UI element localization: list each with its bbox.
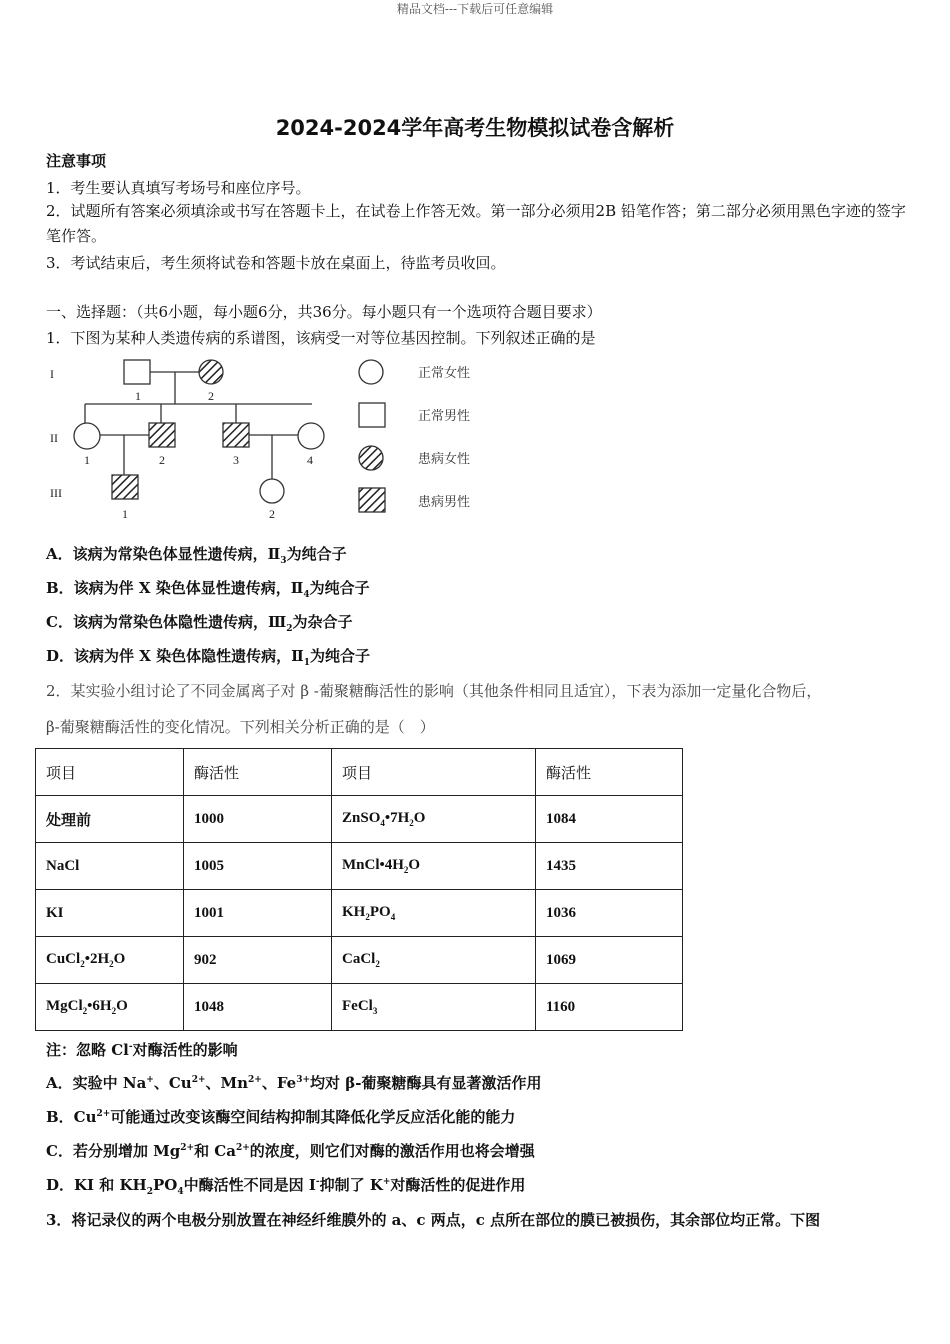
notice-item-1: 1．考生要认真填写考场号和座位序号。: [46, 179, 311, 197]
q2-option-d: D．KI 和 $KH_2PO_4$中酶活性不同是因 I-抑制了 K+对酶活性的促进作用: [46, 1176, 526, 1197]
notice-heading: 注意事项: [46, 152, 107, 170]
notice-item-3: 3．考试结束后，考生须将试卷和答题卡放在桌面上，待监考员收回。: [46, 254, 506, 272]
table-header-cell: 酶活性: [184, 749, 332, 796]
table-cell: 1160: [536, 984, 683, 1031]
legend-affected-female: 患病女性: [418, 452, 471, 467]
gen-label-i: I: [50, 367, 54, 381]
pedigree-iii1-male: [112, 475, 138, 499]
pedigree-i2-female: [199, 360, 223, 384]
question-2-stem-line1: 2．某实验小组讨论了不同金属离子对 β -葡聚糖酶活性的影响（其他条件相同且适宜），下表为添加一定量化合物后，: [46, 682, 822, 700]
label-ii3: 3: [233, 453, 239, 467]
legend-normal-female-symbol: [359, 360, 383, 384]
table-row: [36, 843, 683, 890]
question-3-stem: 3．将记录仪的两个电极分别放置在神经纤维膜外的 a、c 两点，c 点所在部位的膜已被损伤，其余部位均正常。下图: [46, 1211, 821, 1229]
table-header-cell: 酶活性: [536, 749, 683, 796]
table-cell: FeCl$_3$: [332, 984, 536, 1031]
pedigree-ii2-male: [149, 423, 175, 447]
q2-note: 注：忽略 Cl-对酶活性的影响: [46, 1041, 238, 1059]
legend-normal-male: 正常男性: [418, 409, 471, 424]
q2-option-a: A．实验中 Na+、$Cu^{2+}$、$Mn^{2+}$、$Fe^{3+}$均对 β-葡聚糖酶具有显著激活作用: [46, 1074, 542, 1092]
table-row: [36, 984, 683, 1031]
table-cell: $KH_2PO_4$: [332, 890, 536, 937]
table-header-cell: 项目: [332, 749, 536, 796]
q1-option-b: B．该病为伴 X 染色体显性遗传病，$Ⅱ_4$为纯合子: [46, 579, 370, 600]
legend-normal-male-symbol: [359, 403, 385, 427]
table-header-cell: 项目: [36, 749, 184, 796]
table-cell: $MgCl_2•6H_2O$: [36, 984, 184, 1031]
question-2-stem-line2: β-葡聚糖酶活性的变化情况。下列相关分析正确的是（ ）: [46, 718, 435, 736]
label-ii4: 4: [307, 453, 313, 467]
pedigree-ii4-female: [298, 423, 324, 449]
table-cell: 1005: [184, 843, 332, 890]
table-cell: $MnCl•4H_2O$: [332, 843, 536, 890]
gen-label-ii: II: [50, 431, 58, 445]
q1-option-c: C．该病为常染色体隐性遗传病，$Ⅲ_2$为杂合子: [46, 613, 353, 634]
pedigree-ii3-male: [223, 423, 249, 447]
gen-label-iii: III: [50, 486, 62, 500]
question-1-stem: 1．下图为某种人类遗传病的系谱图，该病受一对等位基因控制。下列叙述正确的是: [46, 329, 596, 347]
q1-option-d: D．该病为伴 X 染色体隐性遗传病，$Ⅱ_1$为纯合子: [46, 647, 371, 668]
table-header-row: [36, 749, 683, 796]
table-row: [36, 890, 683, 937]
label-ii1: 1: [84, 453, 90, 467]
table-row: [36, 937, 683, 984]
table-cell: 1000: [184, 796, 332, 843]
table-cell: $ZnSO_4•7H_2O$: [332, 796, 536, 843]
notice-item-2: 2．试题所有答案必须填涂或书写在答题卡上，在试卷上作答无效。第一部分必须用2B 铅笔作答；第二部分必须用黑色字迹的签字笔作答。: [46, 202, 906, 245]
label-iii1: 1: [122, 507, 128, 521]
table-cell: 1435: [536, 843, 683, 890]
table-cell: 1048: [184, 984, 332, 1031]
table-cell: $CuCl_2•2H_2O$: [36, 937, 184, 984]
pedigree-iii2-female: [260, 479, 284, 503]
pedigree-i1-male: [124, 360, 150, 384]
table-cell: 1001: [184, 890, 332, 937]
table-cell: 1069: [536, 937, 683, 984]
page-title: 2024-2024学年高考生物模拟试卷含解析: [275, 116, 675, 140]
label-i1: 1: [135, 389, 141, 403]
table-cell: 902: [184, 937, 332, 984]
legend-affected-male: 患病男性: [418, 495, 471, 510]
legend-normal-female: 正常女性: [418, 366, 471, 381]
legend-affected-female-symbol: [359, 446, 383, 470]
enzyme-activity-table: [35, 748, 683, 1031]
q2-option-b: B．$Cu^{2+}$可能通过改变该酶空间结构抑制其降低化学反应活化能的能力: [46, 1108, 516, 1126]
label-iii2: 2: [269, 507, 275, 521]
legend-affected-male-symbol: [359, 488, 385, 512]
table-cell: CaCl$_2$: [332, 937, 536, 984]
section-heading: 一、选择题：（共6小题，每小题6分，共36分。每小题只有一个选项符合题目要求）: [46, 303, 602, 321]
q1-option-a: A．该病为常染色体显性遗传病，$Ⅱ_3$为纯合子: [46, 545, 347, 566]
table-row: [36, 796, 683, 843]
pedigree-ii1-female: [74, 423, 100, 449]
table-cell: NaCl: [36, 843, 184, 890]
table-cell: KI: [36, 890, 184, 937]
label-i2: 2: [208, 389, 214, 403]
table-cell: 1084: [536, 796, 683, 843]
header-note: 精品文档---下载后可任意编辑: [396, 2, 554, 16]
table-cell: 1036: [536, 890, 683, 937]
q2-option-c: C．若分别增加 $Mg^{2+}$和 $Ca^{2+}$的浓度，则它们对酶的激活作用也将会增强: [46, 1142, 535, 1160]
pedigree-chart: [40, 352, 500, 528]
label-ii2: 2: [159, 453, 165, 467]
table-cell: 处理前: [36, 796, 184, 843]
